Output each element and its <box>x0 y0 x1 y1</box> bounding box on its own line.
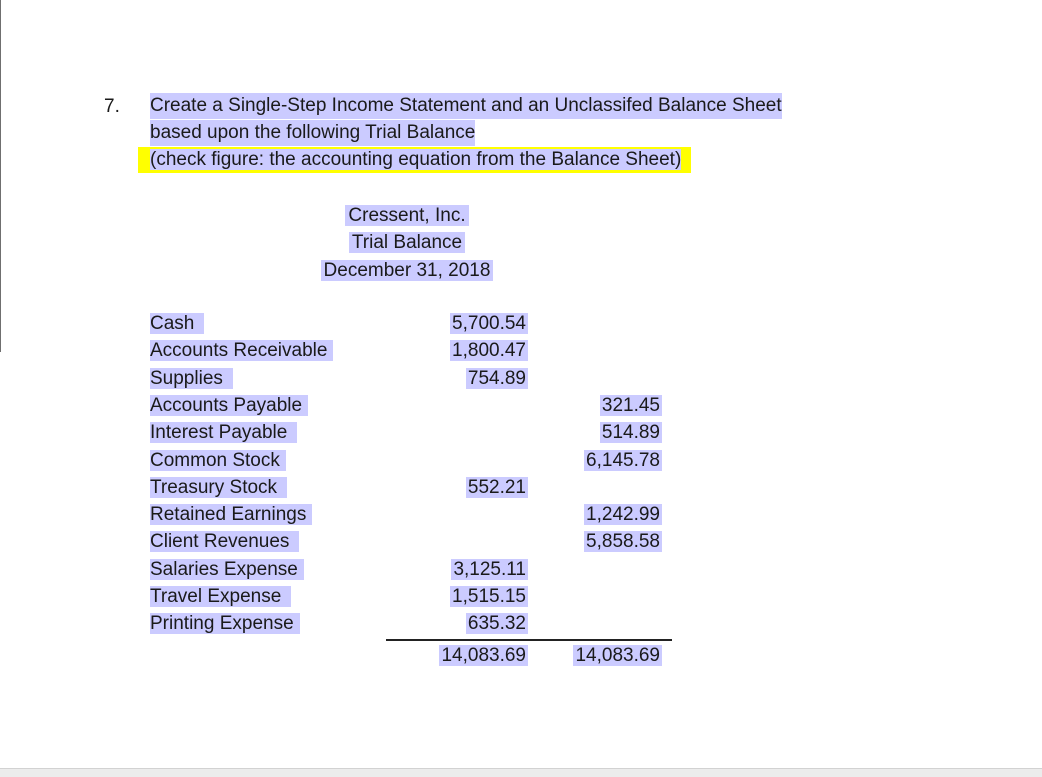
company-name-text: Cressent, Inc. <box>345 205 468 226</box>
question-number: 7. <box>104 96 120 117</box>
credit-cell <box>566 393 662 419</box>
debit-amount: 1,800.47 <box>452 340 526 362</box>
debit-cell <box>430 338 528 364</box>
question-text-line-2: based upon the following Trial Balance <box>150 120 475 146</box>
account-name-cell <box>150 311 204 337</box>
total-debit-cell <box>430 643 528 669</box>
credit-amount: 321.45 <box>601 394 660 416</box>
report-date <box>200 258 614 284</box>
debit-cell <box>430 311 528 337</box>
account-name-cell <box>150 529 299 555</box>
account-name: Client Revenues <box>150 531 299 552</box>
table-row <box>0 529 700 556</box>
credit-cell <box>566 420 662 446</box>
table-row <box>0 393 700 420</box>
table-row <box>0 584 700 611</box>
credit-cell <box>566 529 662 555</box>
account-name-cell <box>150 448 286 474</box>
account-name-cell <box>150 475 287 501</box>
account-name: Treasury Stock <box>150 477 287 498</box>
account-name: Accounts Receivable <box>150 340 333 361</box>
debit-amount: 635.32 <box>467 613 526 635</box>
debit-amount: 3,125.11 <box>453 558 526 580</box>
account-name-cell <box>150 338 333 364</box>
account-name: Interest Payable <box>150 422 297 443</box>
total-rule <box>386 639 672 641</box>
debit-cell <box>430 557 528 583</box>
table-row <box>0 420 700 447</box>
account-name-cell <box>150 420 297 446</box>
credit-amount: 5,858.58 <box>586 531 660 553</box>
totals-row <box>0 643 700 670</box>
account-name: Printing Expense <box>150 613 300 634</box>
account-name: Travel Expense <box>150 586 291 607</box>
account-name-cell <box>150 393 308 419</box>
total-debit: 14,083.69 <box>441 645 526 666</box>
credit-amount: 1,242.99 <box>586 504 660 526</box>
account-name-cell <box>150 502 312 528</box>
report-title-text: Trial Balance <box>349 232 465 253</box>
table-row <box>0 448 700 475</box>
left-margin-rule <box>0 0 1 352</box>
report-title <box>200 230 614 256</box>
account-name-cell <box>150 584 291 610</box>
company-name <box>200 203 614 229</box>
credit-amount: 6,145.78 <box>586 449 660 471</box>
account-name: Cash <box>150 313 204 334</box>
credit-cell <box>566 502 662 528</box>
question-text-line-1: Create a Single-Step Income Statement and an Unclassifed Balance Sheet <box>150 93 782 119</box>
report-date-text: December 31, 2018 <box>321 260 494 281</box>
table-row <box>0 502 700 529</box>
total-credit: 14,083.69 <box>575 645 660 666</box>
debit-cell <box>430 366 528 392</box>
debit-amount: 754.89 <box>467 367 526 389</box>
debit-cell <box>430 611 528 637</box>
account-name: Salaries Expense <box>150 559 304 580</box>
account-name: Retained Earnings <box>150 504 312 525</box>
table-row <box>0 475 700 502</box>
table-row <box>0 338 700 365</box>
table-row <box>0 557 700 584</box>
table-row <box>0 366 700 393</box>
check-figure-note <box>138 147 691 173</box>
debit-cell <box>430 475 528 501</box>
table-row <box>0 611 700 638</box>
account-name-cell <box>150 611 300 637</box>
account-name: Accounts Payable <box>150 395 308 416</box>
account-name: Common Stock <box>150 450 286 471</box>
check-figure-text: (check figure: the accounting equation from the Balance Sheet) <box>150 149 682 170</box>
table-row <box>0 311 700 338</box>
debit-amount: 1,515.15 <box>452 586 526 607</box>
credit-cell <box>566 448 662 474</box>
debit-amount: 5,700.54 <box>452 313 526 334</box>
credit-amount: 514.89 <box>601 422 660 444</box>
account-name: Supplies <box>150 368 233 389</box>
debit-amount: 552.21 <box>467 476 526 498</box>
debit-cell <box>430 584 528 610</box>
account-name-cell <box>150 557 304 583</box>
account-name-cell <box>150 366 233 392</box>
total-credit-cell <box>566 643 662 669</box>
